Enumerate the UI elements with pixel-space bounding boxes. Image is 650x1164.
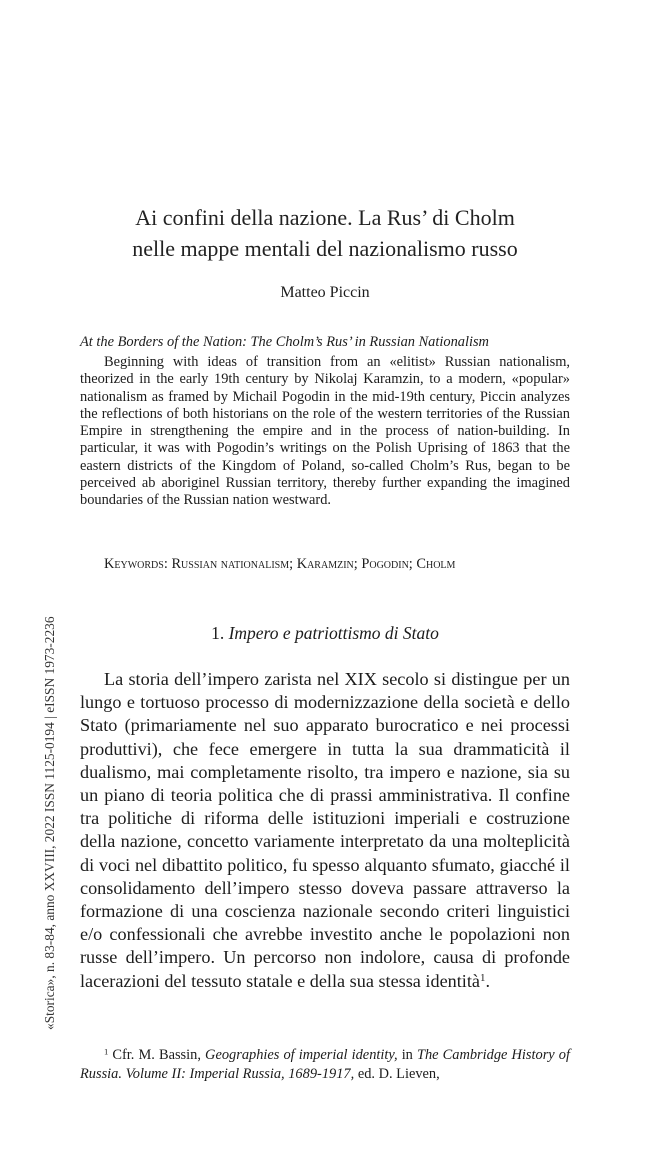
abstract-text: Beginning with ideas of transition from an «elitist» Russian nationalism, theorized in the early 19th century by Nikolaj Karamzin, to a modern, «popular» nationalism as framed by Michail Pogodin in the mid-19th century, Piccin analyzes the reflections of both historians on the role of the western territories of the Russian Empire in strengthening the empire and in the process of nation-building. In particular, it was with Pogodin’s writings on the Polish Uprising of 1863 that the eastern districts of the Kingdom of Poland, so-called Cholm’s Rus, began to be perceived ab aboriginel Russian territory, thereby further expanding the imagined boundaries of the Russian nation westward. [80, 354, 570, 509]
section-number: 1. [211, 623, 225, 643]
footnote-pre: Cfr. M. Bassin, [112, 1047, 201, 1063]
footnote-post: ed. D. Lieven, [357, 1066, 440, 1082]
section-title: Impero e patriottismo di Stato [228, 623, 439, 643]
footnote [80, 1046, 570, 1084]
footnote-reference[interactable]: 1 [479, 971, 486, 984]
keywords-list: Russian nationalism; Karamzin; Pogodin; Cholm [171, 556, 456, 572]
footnote-number: 1 [104, 1046, 109, 1057]
footnote-mid: in [401, 1047, 413, 1063]
footnote-book: Geographies of imperial identity, [205, 1047, 398, 1063]
keywords [104, 556, 455, 573]
body-paragraph: La storia dell’impero zarista nel XIX secolo si distingue per un lungo e tortuoso processo di modernizzazione della società e dello Stato (primariamente nel suo apparato burocratico e nei processi produttivi), che fece emergere in tutta la sua drammaticità il dualismo, mai completamente risolto, tra impero e nazione, sia su un piano di teoria politica che di prassi amministrativa. Il confine tra politiche di riforma delle istituzioni imperiali e costruzione della nazione, concetto variamente interpretato da una molteplicità di voci nel dibattito politico, fu spesso alquanto sfumato, giacché il consolidamento dell’impero stesso doveva passare attraverso la formazione di una coscienza nazionale secondo criteri linguistici e/o confessionali che avrebbe investito anche le popolazioni non russe dell’impero. Un percorso non indolore, causa di profonde lacerazioni del tessuto statale e della sua stessa identità$^1$. [80, 669, 570, 991]
article-title [80, 202, 570, 264]
keywords-label: Keywords: [104, 556, 168, 572]
body-text: La storia dell’impero zarista nel XIX secolo si distingue per un lungo e tortuoso processo di modernizzazione della società e dello Stato (primariamente nel suo apparato burocratico e nei processi produttivi), che fece emergere in tutta la sua drammaticità il dualismo, mai completamente risolto, tra impero e nazione, sia su un piano di teoria politica che di prassi amministrativa. Il confine tra politiche di riforma delle istituzioni imperiali e costruzione della nazione, concetto variamente interpretato da una molteplicità di voci nel dibattito politico, fu spesso alquanto sfumato, giacché il consolidamento dell’impero stesso doveva passare attraverso la formazione di una coscienza nazionale secondo criteri linguistici e/o confessionali che avrebbe investito anche le popolazioni non russe dell’impero. Un percorso non indolore, causa di profonde lacerazioni del tessuto statale e della sua stessa identità [80, 669, 570, 991]
abstract-title: At the Borders of the Nation: The Cholm’s Rus’ in Russian Nationalism [80, 334, 489, 350]
footnote-series: The Cambridge History of Russia. Volume II: Imperial Russia, 1689-1917, [80, 1047, 570, 1082]
author-name: Matteo Piccin [280, 284, 370, 301]
title-line-2: nelle mappe mentali del nazionalismo russo [132, 236, 518, 261]
section-heading [80, 623, 570, 644]
title-line-1: Ai confini della nazione. La Rus’ di Cholm [135, 205, 515, 230]
journal-sidebar: «Storica», n. 83-84, anno XXVIII, 2022 ISSN 1125-0194 | eISSN 1973-2236 [42, 616, 57, 1030]
